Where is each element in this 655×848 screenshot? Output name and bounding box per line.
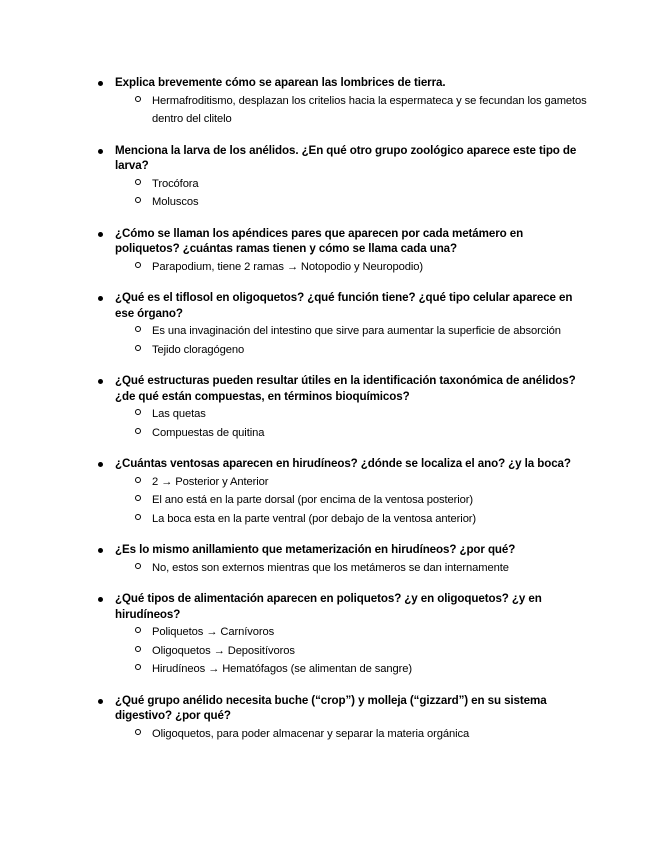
filled-bullet-icon: [98, 296, 103, 301]
answer-text: Poliquetos → Carnívoros: [152, 626, 275, 638]
question-text: ¿Cuántas ventosas aparecen en hirudíneos? ¿dónde se localiza el ano? ¿y la boca?: [115, 457, 571, 470]
filled-bullet-icon: [98, 597, 103, 602]
hollow-bullet-icon: [135, 326, 141, 332]
answer-list: [115, 724, 588, 743]
hollow-bullet-icon: [135, 664, 141, 670]
answer-text: 2 → Posterior y Anterior: [152, 475, 269, 488]
answer-list: [115, 472, 588, 528]
answer-text: Parapodium, tiene 2 ramas → Notopodio y Neuropodio): [152, 260, 424, 273]
question-item: [98, 693, 588, 743]
answer-text: Oligoquetos → Depositívoros: [152, 644, 295, 657]
answer-text: Trocófora: [152, 177, 199, 190]
hollow-bullet-icon: [135, 477, 141, 483]
question-item: [98, 75, 588, 128]
answer-list: [115, 257, 588, 276]
hollow-bullet-icon: [135, 262, 141, 268]
answer-item: [115, 490, 588, 509]
answer-list: [115, 404, 588, 441]
question-item: [98, 143, 588, 211]
answer-item: [115, 472, 588, 491]
filled-bullet-icon: [98, 462, 103, 467]
hollow-bullet-icon: [135, 428, 141, 434]
answer-list: [115, 558, 588, 577]
answer-item: [115, 509, 588, 528]
answer-item: [115, 423, 588, 442]
question-text: ¿Qué es el tiflosol en oligoquetos? ¿qué función tiene? ¿qué tipo celular aparece en ese órgano?: [115, 291, 573, 320]
answer-text: Las quetas: [152, 408, 206, 420]
question-item: [98, 226, 588, 276]
filled-bullet-icon: [98, 81, 103, 86]
answer-item: [115, 340, 588, 359]
answer-item: [115, 257, 588, 276]
filled-bullet-icon: [98, 149, 103, 154]
answer-list: [115, 321, 588, 358]
question-list: [98, 75, 588, 757]
question-text: ¿Qué grupo anélido necesita buche (“crop”) y molleja (“gizzard”) en su sistema digestivo? ¿por qué?: [115, 693, 547, 722]
answer-item: [115, 174, 588, 193]
question-item: [98, 290, 588, 358]
hollow-bullet-icon: [135, 563, 141, 569]
answer-text: Tejido cloragógeno: [152, 343, 245, 356]
hollow-bullet-icon: [135, 729, 141, 735]
question-text: ¿Es lo mismo anillamiento que metamerización en hirudíneos? ¿por qué?: [115, 543, 516, 556]
hollow-bullet-icon: [135, 179, 141, 185]
question-item: [98, 591, 588, 678]
answer-text: Hirudíneos → Hematófagos (se alimentan de sangre): [152, 663, 413, 675]
answer-item: [115, 404, 588, 423]
answer-text: Es una invaginación del intestino que sirve para aumentar la superficie de absorción: [152, 325, 561, 337]
answer-item: [115, 192, 588, 211]
hollow-bullet-icon: [135, 96, 141, 102]
hollow-bullet-icon: [135, 627, 141, 633]
answer-list: [115, 622, 588, 678]
question-text: Explica brevemente cómo se aparean las lombrices de tierra.: [115, 76, 446, 89]
answer-text: No, estos son externos mientras que los metámeros se dan internamente: [152, 561, 509, 574]
question-text: ¿Qué tipos de alimentación aparecen en poliquetos? ¿y en oligoquetos? ¿y en hirudíneos?: [115, 592, 542, 621]
answer-text: El ano está en la parte dorsal (por encima de la ventosa posterior): [152, 494, 474, 506]
answer-text: Oligoquetos, para poder almacenar y separar la materia orgánica: [152, 727, 470, 740]
question-item: [98, 373, 588, 441]
hollow-bullet-icon: [135, 495, 141, 501]
hollow-bullet-icon: [135, 646, 141, 652]
hollow-bullet-icon: [135, 345, 141, 351]
hollow-bullet-icon: [135, 197, 141, 203]
filled-bullet-icon: [98, 379, 103, 384]
question-text: ¿Qué estructuras pueden resultar útiles en la identificación taxonómica de anélidos? ¿de qué están compuestas, en términos bioquímicos?: [115, 374, 576, 403]
filled-bullet-icon: [98, 548, 103, 553]
answer-item: [115, 622, 588, 641]
answer-list: [115, 91, 588, 128]
question-item: [98, 542, 588, 576]
answer-item: [115, 724, 588, 743]
hollow-bullet-icon: [135, 409, 141, 415]
answer-text: Compuestas de quitina: [152, 426, 265, 439]
answer-list: [115, 174, 588, 211]
filled-bullet-icon: [98, 699, 103, 704]
answer-item: [115, 91, 588, 128]
filled-bullet-icon: [98, 232, 103, 237]
question-item: [98, 456, 588, 527]
hollow-bullet-icon: [135, 514, 141, 520]
answer-text: Moluscos: [152, 196, 199, 208]
question-text: ¿Cómo se llaman los apéndices pares que aparecen por cada metámero en poliquetos? ¿cuántas ramas tienen y cómo se llama cada una?: [115, 226, 524, 255]
answer-item: [115, 321, 588, 340]
answer-item: [115, 558, 588, 577]
answer-item: [115, 659, 588, 678]
question-text: Menciona la larva de los anélidos. ¿En qué otro grupo zoológico aparece este tipo de larva?: [115, 143, 577, 172]
answer-item: [115, 641, 588, 660]
answer-text: La boca esta en la parte ventral (por debajo de la ventosa anterior): [152, 512, 477, 525]
answer-text: Hermafroditismo, desplazan los critelios hacia la espermateca y se fecundan los gametos dentro del clitelo: [152, 94, 587, 125]
